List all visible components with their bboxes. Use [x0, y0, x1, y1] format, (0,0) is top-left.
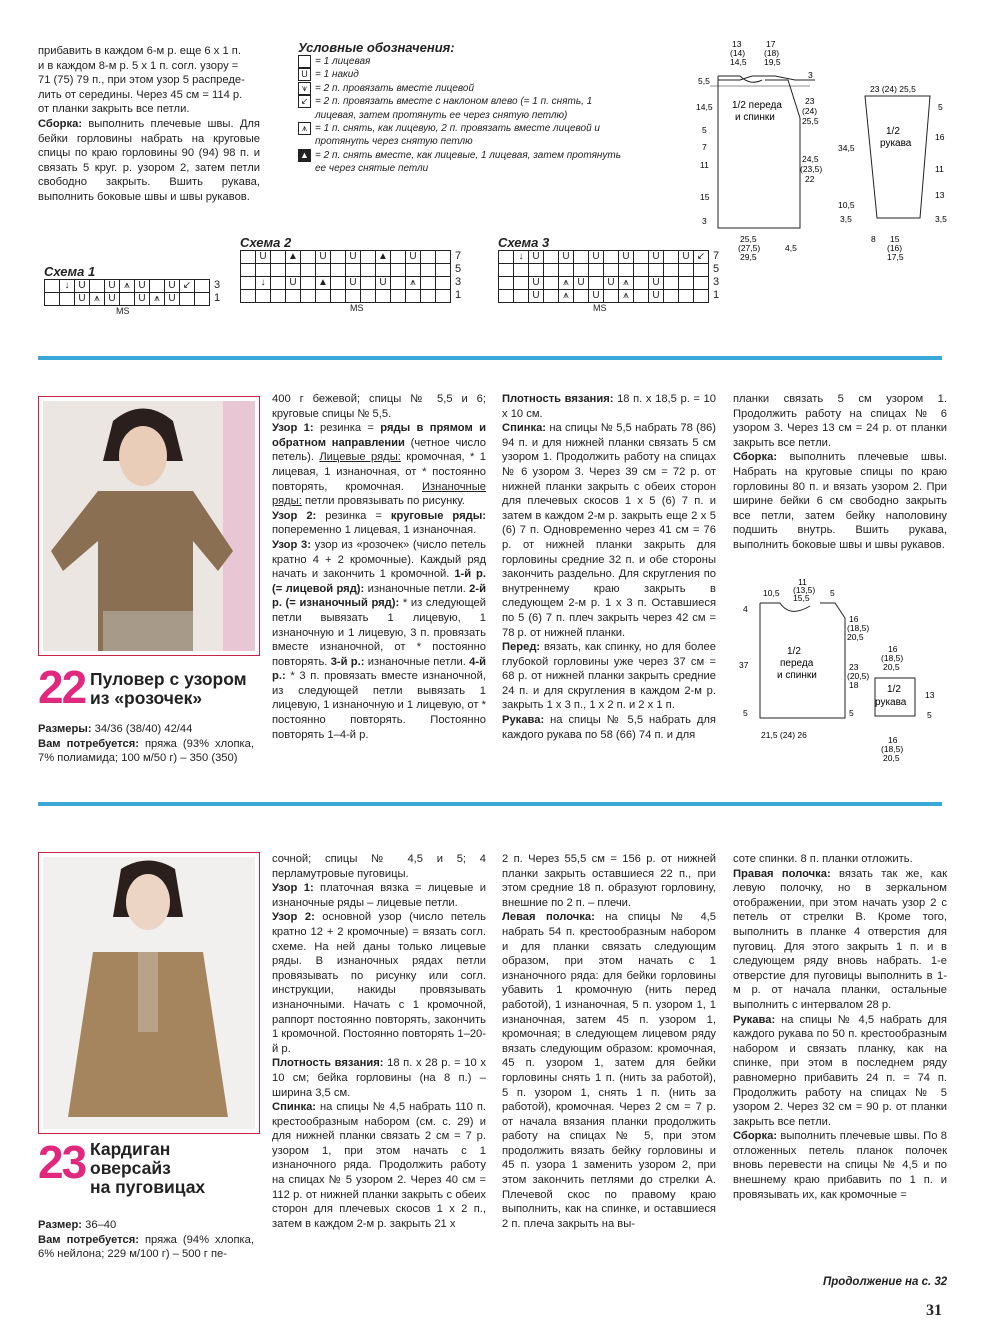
model-23-col2: сочной; спицы № 4,5 и 5; 4 перламутровые пуговицы. Узор 1: платочная вязка = лицевые и изнаночные ряды – лицевые петли. Узор 2: основной узор (число петель кратно 12 + 2 кромочные) = вязать согл. схеме. На ней даны только лицевые ряды. В изнаночных рядах петли провязывать по рисунку или согл. инструкции, накиды провязывать изнаночными. Начать с 1 кромочной, раппорт постоянно повторять, закончить 1 кромочной. Постоянно повторять 1–20-й р. Плотность вязания: 18 п. х 28 р. = 10 х 10 см; бейка горловины (на 8 п.) – ширина 3,5 см. Спинка: на спицы № 4,5 набрать 110 п. крестообразным набором (см. с. 29) и для нижней планки связать 2 см = 7 р. узором 1, при этом начать с 1 изнаночного ряда. Продолжить работу на спицах № 5 узором 2. Через 40 см = 112 р. от нижней планки закрыть с обеих сторон для плечевых скосов 1 х 2 п., затем в каждом 2-м р. закрыть 21 х [272, 853, 486, 1230]
legend-text: = 1 лицевая [315, 56, 371, 67]
dim: (24) [802, 106, 818, 116]
dim: 19,5 [764, 57, 781, 67]
row-number: 1 [214, 292, 221, 304]
legend-text: = 2 п. провязать вместе с наклоном влево (= 1 п. снять, 1 лицевая, затем протянуть ее через снятую петлю) [315, 96, 593, 121]
dim: 15,5 [793, 593, 810, 603]
assembly-text: выполнить плечевые швы. Для бейки горловины набрать на круговые спицы по краю горловины 90 (94) 98 п. и связать 5 круг. р. узором 2, затем петли свободно закрыть. Вшить рукава, выполнить боковые швы и швы рукавов. [38, 117, 260, 203]
dim: 20,5 [883, 662, 900, 672]
body-label: и спинки [735, 112, 775, 123]
dim: 4 [743, 604, 748, 614]
dim: 5 [938, 102, 943, 112]
sk2p-icon: ⩚ [298, 122, 311, 135]
row-number: 7 [455, 250, 462, 262]
dim: 5 [849, 708, 854, 718]
divider-rule [38, 356, 942, 360]
row-number: 1 [713, 289, 720, 301]
model-23-col4: соте спинки. 8 п. планки отложить. Правая полочка: вязать так же, как левую полочку, но в зеркальном отображении, при этом начать узор 2 с петель от стрелки В. Кроме того, выполнить в планке 4 отверстия для пуговиц. Для этого закрыть 1 п. и в следующем ряду вновь набрать. 1-е отверстие для пуговицы выполнить в 1-м р. от начала планки, остальные выполнить с интервалом 28 р. Рукава: на спицы № 4,5 набрать для каждого рукава по 50 п. крестообразным набором и связать планку, как на спинке, при этом в последнем ряду равномерно прибавить 24 п. = 74 п. Продолжить работу на спицах № 5 узором 2. Через 32 см = 90 р. от планки закрыть все петли. Сборка: выполнить плечевые швы. По 8 отложенных петель планок полочек вновь перевести на спицы № 4,5 и по внешнему краю прибавить по 1 п. и провязывать их, как кромочные = [733, 853, 947, 1201]
dim: 5 [927, 710, 932, 720]
dim: 3,5 [935, 214, 947, 224]
text-line: лить от середины. Через 45 см = 114 р. [38, 88, 243, 101]
dim: 4,5 [785, 243, 797, 253]
schematic-1 [690, 38, 970, 263]
dim: 29,5 [740, 252, 757, 262]
text-line: от планки закрыть все петли. [38, 103, 190, 116]
legend-text: = 2 п. снять вместе, как лицевые, 1 лицевая, затем протянуть ее через снятые петли [315, 149, 622, 175]
dim: (13,5) [793, 585, 816, 595]
dim: 5 [830, 588, 835, 598]
sleeve-label: 1/2 [886, 126, 900, 137]
body-label: и спинки [777, 670, 817, 681]
model-22-intro [38, 722, 254, 766]
dim: 10,5 [838, 200, 855, 210]
schematic-2 [735, 578, 945, 768]
title-line: оверсайз [90, 1158, 171, 1178]
sleeve-label: рукава [880, 138, 912, 149]
dim: 17,5 [887, 252, 904, 262]
dim: 5 [702, 125, 707, 135]
legend-text: = 2 п. провязать вместе лицевой [315, 82, 475, 94]
title-line: на пуговицах [90, 1177, 206, 1197]
top-column-1 [38, 44, 260, 205]
dim: 16 [849, 614, 859, 624]
dim: 25,5 [802, 116, 819, 126]
dim: 15 [700, 192, 710, 202]
schema-title: Схема 3 [498, 235, 550, 250]
schema-grid: U ▲ U U ▲ U ↓ U ▲ U U ⩚ [240, 250, 451, 303]
row-number: 1 [455, 289, 462, 301]
knit-symbol-icon [298, 55, 311, 68]
row-number: 5 [713, 263, 720, 275]
dim: 13 [925, 690, 935, 700]
value: пряжа (93% хлопка, 7% полиамида; 100 м/50 г) – 350 (350) [38, 737, 255, 765]
photo-frame [38, 852, 260, 1134]
dim: (18,5) [847, 623, 870, 633]
dim: (16) [887, 243, 903, 253]
k2tog-icon: ⩛ [298, 82, 311, 95]
model-22-col2: 400 г бежевой; спицы № 5,5 и 6; круговые спицы № 5,5. Узор 1: резинка = ряды в прямом и обратном направлении (четное число петель). Лицевые ряды: кромочная, * 1 лицевая, 1 изнаночная, от * постоянно повторять, кромочная. Изнаночные ряды: петли провязывать по рисунку. Узор 2: резинка = круговые ряды: попеременно 1 лицевая, 1 изнаночная. Узор 3: узор из «розочек» (число петель кратно 4 + 2 кромочные). Каждый ряд начать и закончить 1 кромочной. 1-й р. (= лицевой ряд): изнаночные петли. 2-й р. (= изнаночный ряд): * из следующей петли вывязать 1 лицевую, 1 изнаночную и 1 лицевую, 3 п. провязать вместе изнаночной, от * постоянно повторять. 3-й р.: изнаночные петли. 4-й р.: * 3 п. провязать вместе изнаночной, из следующей петли вывязать 1 лицевую, 1 изнаночную и 1 лицевую, от * постоянно повторять. Постоянно повторять 1–4-й р. [272, 393, 487, 741]
dim: 15 [890, 234, 900, 244]
dim: 23 (24) 25,5 [870, 84, 916, 94]
ms-label: MS [593, 303, 607, 313]
dim: 5 [743, 708, 748, 718]
schema-grid: ↓ U U ⩚ U U ↙ U ⩚ U U ⩚ U [44, 279, 210, 306]
dim: 16 [935, 132, 945, 142]
dim: 21,5 (24) 26 [761, 730, 807, 740]
ms-label: MS [350, 303, 364, 313]
legend-title: Условные обозначения: [298, 40, 455, 55]
label: Размеры: [38, 723, 92, 735]
dim: 18 [849, 680, 859, 690]
schema-1 [44, 264, 220, 316]
row-number: 7 [713, 250, 720, 262]
text: планки связать 5 см узором 1. Продолжить работу на спицах № 6 узором 3. Через 13 см = 24 р. от планки закрыть все петли. [733, 393, 947, 449]
label: Вам потребуется: [38, 737, 139, 750]
model-22-col3: Плотность вязания: 18 п. х 18,5 р. = 10 х 10 см. Спинка: на спицы № 5,5 набрать 78 (86) 94 п. и для нижней планки связать 5 см узором 1. Продолжить работу на спицах № 6 узором 3. Через 39 см = 72 р. от нижней планки закрыть с обеих сторон для плечевых скосов 1 х 5 (6) 7 п. и затем в каждом 2-м р. закрыть еще 2 х 5 (6) 7 п. Одновременно через 41 см = 76 р. от нижней планки закрыть для горловины средние 32 п. и обе стороны закончить раздельно. Для скругления по внутреннему краю закрыть в следующем 2-м р. 1 х 3 п. Оставшиеся по 5 (6) 7 п. плеч закрыть через 42 см = 78 р. от нижней планки. Перед: вязать, как спинку, но для более глубокой горловины уже через 37 см = 68 р. от нижней планки закрыть средние 24 п. и для скругления в каждом 2-м р. закрыть 1 х 3 п., 1 х 2 п. и 2 х 1 п. Рукава: на спицы № 5,5 набрать для каждого рукава по 58 (66) 74 п. и для [502, 393, 716, 741]
dim: 11 [935, 164, 944, 174]
row-number: 5 [455, 263, 462, 275]
value: пряжа (94% хлопка, 6% нейлона; 229 м/100 г) – 500 г пе- [38, 1233, 255, 1261]
divider-rule [38, 802, 942, 806]
dim: 23 [805, 96, 815, 106]
dim: 11 [798, 578, 807, 587]
body-label: переда [780, 658, 814, 669]
assembly-label: Сборка: [38, 117, 83, 130]
text: 18 п. х 18,5 р. = 10 х 10 см. [502, 393, 716, 420]
dim: 5,5 [698, 76, 710, 86]
model-23-intro [38, 1218, 254, 1262]
dim: 3,5 [840, 214, 852, 224]
schema-2 [240, 235, 461, 313]
dim: (23,5) [800, 164, 823, 174]
dim: 3 [808, 70, 813, 80]
schema-grid: ↓ U U U U U U ↙ U ⩚ U U ⩚ U U ⩚ U ⩚ U [498, 250, 709, 303]
dim: (14) [730, 48, 746, 58]
body-label: 1/2 переда [732, 100, 782, 111]
legend [298, 40, 628, 176]
dim: 13 [732, 39, 742, 49]
model-number: 23 [38, 1136, 86, 1188]
value: 36–40 [82, 1219, 117, 1231]
sleeve-label: рукава [875, 697, 907, 708]
model-number: 22 [38, 661, 86, 713]
label: Вам потребуется: [38, 1233, 139, 1246]
legend-text: = 1 п. снять, как лицевую, 2 п. провязать вместе лицевой и протянуть через снятую петлю [315, 123, 600, 148]
dim: (18,5) [881, 744, 904, 754]
model-title [90, 1140, 205, 1197]
legend-text: = 1 накид [315, 69, 359, 81]
dim: (18,5) [881, 653, 904, 663]
text-line: и в каждом 8-м р. 5 х 1 п. согл. узору = [38, 59, 239, 72]
dim: 3 [702, 216, 707, 226]
dim: 16 [888, 644, 898, 654]
page-number: 31 [926, 1302, 942, 1319]
model-22-photo [43, 401, 255, 651]
value: 34/36 (38/40) 42/44 [91, 723, 193, 735]
dim: 24,5 [802, 154, 819, 164]
ms-label: MS [116, 306, 130, 316]
dim: 14,5 [696, 102, 713, 112]
dim: 22 [805, 174, 815, 184]
dim: 20,5 [847, 632, 864, 642]
dim: (27,5) [738, 243, 761, 253]
model-23-photo [43, 857, 255, 1129]
photo-frame [38, 396, 260, 656]
label: Размер: [38, 1219, 83, 1231]
dim: 13 [935, 190, 945, 200]
row-number: 3 [713, 276, 720, 288]
dim: 8 [871, 234, 876, 244]
dim: (20,5) [847, 671, 870, 681]
model-title [90, 670, 247, 708]
body-label: 1/2 [787, 646, 801, 657]
model-22-col4: планки связать 5 см узором 1. Продолжить работу на спицах № 6 узором 3. Через 13 см = 24 р. от планки закрыть все петли. Сборка: выполнить плечевые швы. Набрать на круговые спицы по краю горловины 80 п. и вязать узором 2. При ширине бейки 6 см свободно закрыть все петли, затем бейку наполовину подшить внутрь. Вшить рукава, выполнить боковые швы и швы рукавов. [733, 393, 947, 551]
dim: 11 [700, 160, 709, 170]
dim: 10,5 [763, 588, 780, 598]
title-line: Кардиган [90, 1139, 171, 1159]
title-line: Пуловер с узором [90, 669, 247, 689]
dim: 25,5 [740, 234, 757, 244]
row-number: 3 [214, 279, 221, 291]
dim: 16 [888, 735, 898, 745]
dim: 7 [702, 142, 707, 152]
schema-3 [498, 235, 719, 313]
text-line: 71 (75) 79 п., при этом узор 5 распреде- [38, 74, 245, 87]
schema-title: Схема 2 [240, 235, 292, 250]
dim: 20,5 [883, 753, 900, 763]
dim: 23 [849, 662, 859, 672]
text: 400 г бежевой; спицы № 5,5 и 6; круговые спицы № 5,5. [272, 393, 486, 420]
yarn-over-icon: U [298, 68, 311, 81]
title-line: из «розочек» [90, 688, 203, 708]
continued-note: Продолжение на с. 32 [823, 1276, 948, 1288]
text-line: прибавить в каждом 6-м р. еще 6 х 1 п. [38, 45, 241, 57]
dim: 37 [739, 660, 749, 670]
ssk-icon: ↙ [298, 95, 311, 108]
dim: 17 [766, 39, 776, 49]
sleeve-label: 1/2 [887, 684, 901, 695]
model-23-col3: 2 п. Через 55,5 см = 156 р. от нижней планки закрыть оставшиеся 22 п., при этом средние 18 п. образуют горловину, внешние по 2 п. – плечи. Левая полочка: на спицы № 4,5 набрать 54 п. крестообразным набором и для планки связать следующим образом, при этом начать с 1 изнаночного ряда: для бейки горловины убавить 1 кромочную (нить перед работой), 1 изнаночная, 5 п. узором 1, 1 изнаночная, затем 45 п. узором 1, кромочная; в следующем лицевом ряду вязать следующим образом: кромочная, 45 п. узором 1, затем для бейки горловины снять 1 п. (нить за работой), 5 п. узором 1, снять 1 п. (нить за работой), кромочная. Через 2 см = 7 р. от начала вязания планки продолжить работу на спицах № 5, при этом продолжить вязать бейку горловины и 45 п. узора 1 заменить узором 2, при этом закончить петлями до стрелки А. Плечевой скос по правому краю выполнить, как на спинке, и оставшиеся 2 п. плеча закрыть на вы- [502, 853, 716, 1230]
row-number: 3 [455, 276, 462, 288]
dim: (18) [764, 48, 780, 58]
cdd-icon: ▲ [298, 149, 311, 162]
schema-title: Схема 1 [44, 264, 96, 279]
dim: 14,5 [730, 57, 747, 67]
dim: 34,5 [838, 143, 855, 153]
